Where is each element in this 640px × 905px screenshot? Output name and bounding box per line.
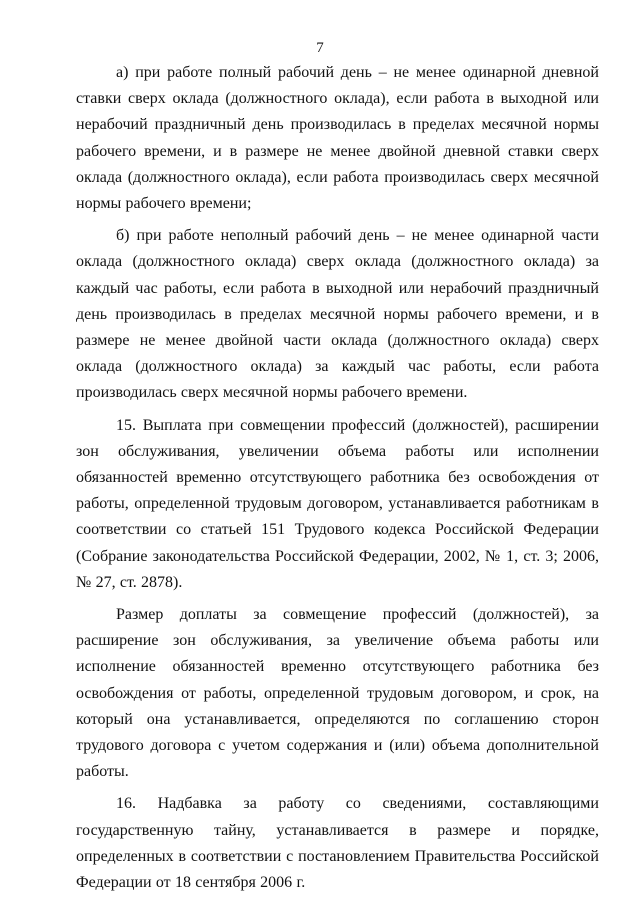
paragraph-surcharge-size: Размер доплаты за совмещение профессий (должностей), за расширение зон обслуживания, за увеличение объема работы или исполнение обязанностей временно отсутствующего работника без освобождения от работы, определенной трудовым договором, и срок, на который она устанавливается, определяются по соглашению сторон трудового договора с учетом содержания и (или) объема дополнительной работы. — [76, 606, 599, 781]
paragraph-b: б) при работе неполный рабочий день – не менее одинарной части оклада (должностного оклада) сверх оклада (должностного оклада) за каждый час работы, если работа в выходной или нерабочий праздничный день производилась в пределах месячной нормы рабочего времени, и в размере не менее двойной части оклада (должностного оклада) сверх оклада (должностного оклада) за каждый час работы, если работа производилась сверх месячной нормы рабочего времени. — [76, 227, 599, 402]
document-body — [76, 60, 599, 902]
paragraph-15: 15. Выплата при совмещении профессий (должностей), расширении зон обслуживания, увеличении объема работы или исполнении обязанностей временно отсутствующего работника без освобождения от работы, определенной трудовым договором, устанавливается работникам в соответствии со статьей 151 Трудового кодекса Российской Федерации (Собрание законодательства Российской Федерации, 2002, № 1, ст. 3; 2006, № 27, ст. 2878). — [76, 416, 599, 591]
paragraph-a: а) при работе полный рабочий день – не менее одинарной дневной ставки сверх оклада (должностного оклада), если работа в выходной или нерабочий праздничный день производилась в пределах месячной нормы рабочего времени, и в размере не менее двойной дневной ставки сверх оклада (должностного оклада), если работа производилась сверх месячной нормы рабочего времени; — [76, 64, 599, 213]
paragraph-16: 16. Надбавка за работу со сведениями, составляющими государственную тайну, устанавливается в размере и порядке, определенных в соответствии с постановлением Правительства Российской Федерации от 18 сентября 2006 г. — [76, 795, 599, 892]
page-number: 7 — [316, 40, 324, 56]
